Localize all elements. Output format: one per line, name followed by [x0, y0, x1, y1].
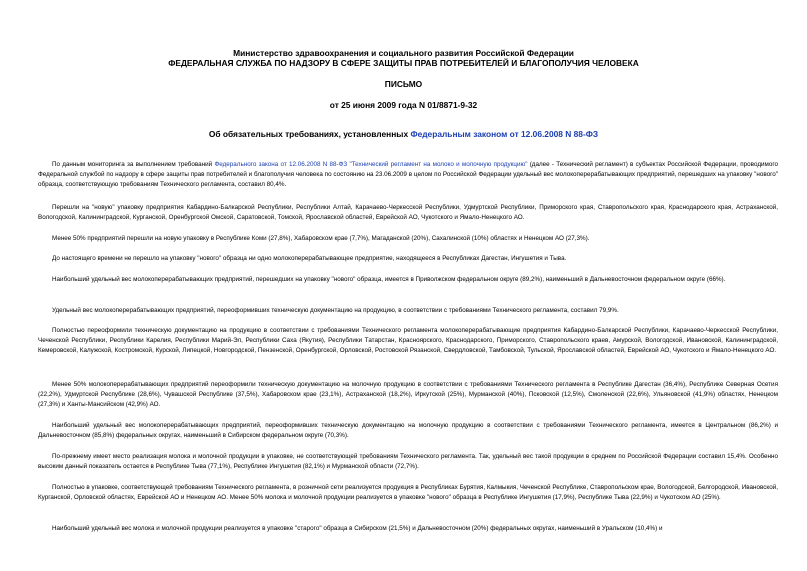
ministry-name: Министерство здравоохранения и социального развития Российской Федерации [233, 48, 574, 58]
paragraph-1-start: По данным мониторинга за выполнением требований [52, 161, 215, 168]
document-date-number: от 25 июня 2009 года N 01/8871-9-32 [329, 100, 478, 110]
paragraph-2: Перешли на "новую" упаковку предприятия Кабардино-Балкарской Республики, Республики Алтай, Карачаево-Черкесской Республики, Удмуртской Республики, Приморского края, Ставропольского края, Краснодарского края, Астраханской, Вологодской, Калининградской, Курганской, Оренбургской Омской, Саратовской, Томской, Ярославской областей, Еврейской АО, Чукотского и Ямало-Ненецкого АО. [38, 204, 778, 222]
paragraph-3: Менее 50% предприятий перешли на новую упаковку в Республике Коми (27,8%), Хабаровском крае (7,7%), Магаданской (20%), Сахалинской (10%) областях и Ненецком АО (27,3%). [52, 235, 590, 242]
paragraph-6: Удельный вес молокоперерабатывающих предприятий, переоформивших техническую документацию на продукцию, в соответствии с требованиями Технического регламента, составил 79,9%. [52, 307, 619, 314]
paragraph-4: До настоящего времени не перешло на упаковку "нового" образца ни одно молокоперерабатывающее предприятие, находящееся в Республиках Дагестан, Ингушетия и Тыва. [52, 255, 567, 262]
paragraph-12: Наибольший удельный вес молока и молочной продукции реализуется в упаковке "старого" образца в Сибирском (21,5%) и Дальневосточном (20%) федеральных округах, наименьший в Уральском (10,4%) и [52, 525, 663, 532]
law-link[interactable]: Федерального закона от 12.06.2008 N 88-ФЗ "Технический регламент на молоко и молочную продукцию" [214, 161, 528, 168]
service-name: ФЕДЕРАЛЬНАЯ СЛУЖБА ПО НАДЗОРУ В СФЕРЕ ЗАЩИТЫ ПРАВ ПОТРЕБИТЕЛЕЙ И БЛАГОПОЛУЧИЯ ЧЕЛОВЕКА [168, 58, 639, 68]
subject-law-link[interactable]: Федеральным законом от 12.06.2008 N 88-ФЗ [410, 129, 599, 139]
document-subject [0, 129, 807, 139]
paragraph-9: Наибольший удельный вес молокоперерабатывающих предприятий, переоформивших техническую документацию на молочную продукцию в соответствии с требованиями Технического регламента, имеется в Центральном (86,2%) и Дальневосточном (85,8%) федеральных округах, наименьший в Сибирском федеральном округе (70,3%). [38, 422, 778, 440]
subject-text: Об обязательных требованиях, установленных [208, 129, 411, 139]
paragraph-1-end: (далее - Технический регламент) в субъектах Российской Федерации, проводимого Федеральной службой по надзору в сфере защиты прав потребителей и благополучия человека по состоянию на 23.06.2009 в целом по Российской Федерации удельный вес молокоперерабатывающих предприятий, перешедших на упаковку "нового" образца, соответствующую требованиям Технического регламента, составил 80,4%. [38, 161, 778, 189]
paragraph-8: Менее 50% молокоперерабатывающих предприятий переоформили техническую документацию на молочную продукцию в соответствии с требованиями Технического регламента в Республике Дагестан (36,4%), Республике Северная Осетия (22,2%), Удмуртской Республике (28,6%), Чувашской Республике (37,5%), Хабаровском крае (23,1%), Астраханской (18,2%), Иркутской (25%), Мурманской (40%), Псковской (12,5%), Смоленской (22,6%), Ульяновской (41,9%) областях, Ненецком (27,3%) и Ханты-Мансийском (42,9%) АО. [38, 381, 778, 409]
paragraph-5: Наибольший удельный вес молокоперерабатывающих предприятий, перешедших на упаковку "нового" образца, имеется в Приволжском федеральном округе (89,2%), наименьший в Дальневосточном федеральном округе (66%). [52, 276, 726, 283]
paragraph-10: По-прежнему имеет место реализация молока и молочной продукции в упаковке, не соответствующей требованиям Технического регламента. Так, удельный вес такой продукции в среднем по Российской Федерации составил 15,4%. Особенно высоким данный показатель остается в Республике Тыва (77,1%), Республике Ингушетия (82,1%) и Мурманской области (72,7%). [38, 453, 778, 471]
paragraph-1 [38, 160, 778, 191]
paragraph-11: Полностью в упаковке, соответствующей требованиям Технического регламента, в розничной сети реализуется продукция в Республиках Бурятия, Калмыкия, Чеченской Республике, Ставропольском крае, Вологодской, Белгородской, Ивановской, Курганской, Орловской областях, Еврейской АО и Ненецком АО. Менее 50% молока и молочной продукции реализуется в упаковке "нового" образца в Республике Ингушетия (17,9%), Республике Тыва (22,9%) и Чукотском АО (25%). [38, 484, 778, 502]
document-type: ПИСЬМО [384, 79, 423, 89]
paragraph-7: Полностью переоформили техническую документацию на продукцию в соответствии с требованиями Технического регламента молокоперерабатывающие предприятия Кабардино-Балкарской Республики, Карачаево-Черкесской Республики, Чеченской Республики, Республики Карелия, Республики Марий-Эл, Республики Саха (Якутия), Республики Татарстан, Красноярского, Краснодарского, Приморского, Ставропольского краев, Амурской, Вологодской, Ивановской, Калининградской, Кемеровской, Калужской, Костромской, Курской, Липецкой, Новгородской, Пензенской, Оренбургской, Орловской, Ростовской Рязанской, Свердловской, Тамбовской, Тульской, Ярославской областей, Еврейской АО, Чукотского и Ямало-Ненецкого АО. [38, 327, 778, 355]
